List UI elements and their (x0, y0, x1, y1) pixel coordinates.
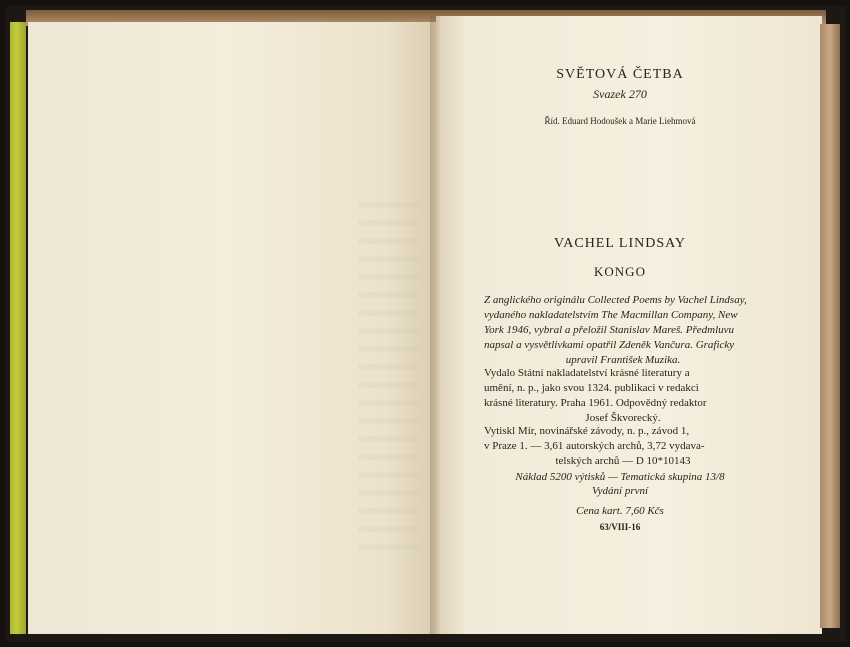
publisher-line: krásné literatury. Praha 1961. Odpovědný redaktor (484, 397, 707, 409)
printer-line: v Praze 1. — 3,61 autorských archů, 3,72 vydava- (484, 440, 705, 452)
volume-number: Svazek 270 (593, 87, 647, 101)
edition-number: Vydání první (591, 485, 649, 497)
print-run: Náklad 5200 výtisků — Tematická skupina 13/8 (515, 471, 725, 483)
book-title: KONGO (594, 264, 646, 279)
publisher-line: Vydalo Státní nakladatelství krásné literatury a (484, 367, 690, 379)
printer-line: telských archů — D 10*10143 (555, 455, 691, 467)
page-edges (820, 24, 840, 628)
printer-info (484, 424, 762, 469)
series-editors: Říd. Eduard Hodoušek a Marie Liehmová (544, 116, 696, 126)
credits-line: napsal a vysvětlivkami opatřil Zdeněk Vančura. Graficky (484, 339, 735, 351)
page-gutter (430, 16, 440, 634)
show-through-text (358, 202, 418, 562)
credits-line: vydaného nakladatelstvím The Macmillan Company, New (484, 309, 738, 321)
catalog-code: 63/VIII-16 (599, 522, 641, 532)
publisher-line: umění, n. p., jako svou 1324. publikaci v redakci (484, 382, 699, 394)
left-page-blank (28, 22, 436, 634)
series-title: SVĚTOVÁ ČETBA (556, 67, 684, 82)
credits-line: York 1946, vybral a přeložil Stanislav Mareš. Předmluvu (484, 324, 735, 336)
edition-info (470, 470, 770, 498)
publisher-info (484, 366, 762, 426)
translation-credits (484, 293, 762, 368)
credits-line: Z anglického originálu Collected Poems by Vachel Lindsay, (484, 294, 747, 306)
author-name: VACHEL LINDSAY (553, 236, 687, 251)
publisher-line: Josef Škvorecký. (585, 412, 661, 424)
printer-line: Vytiskl Mír, novinářské závody, n. p., závod 1, (484, 425, 690, 437)
credits-line: upravil František Muzika. (565, 354, 681, 366)
price: Cena kart. 7,60 Kčs (576, 505, 664, 517)
cover-edge (10, 22, 26, 634)
